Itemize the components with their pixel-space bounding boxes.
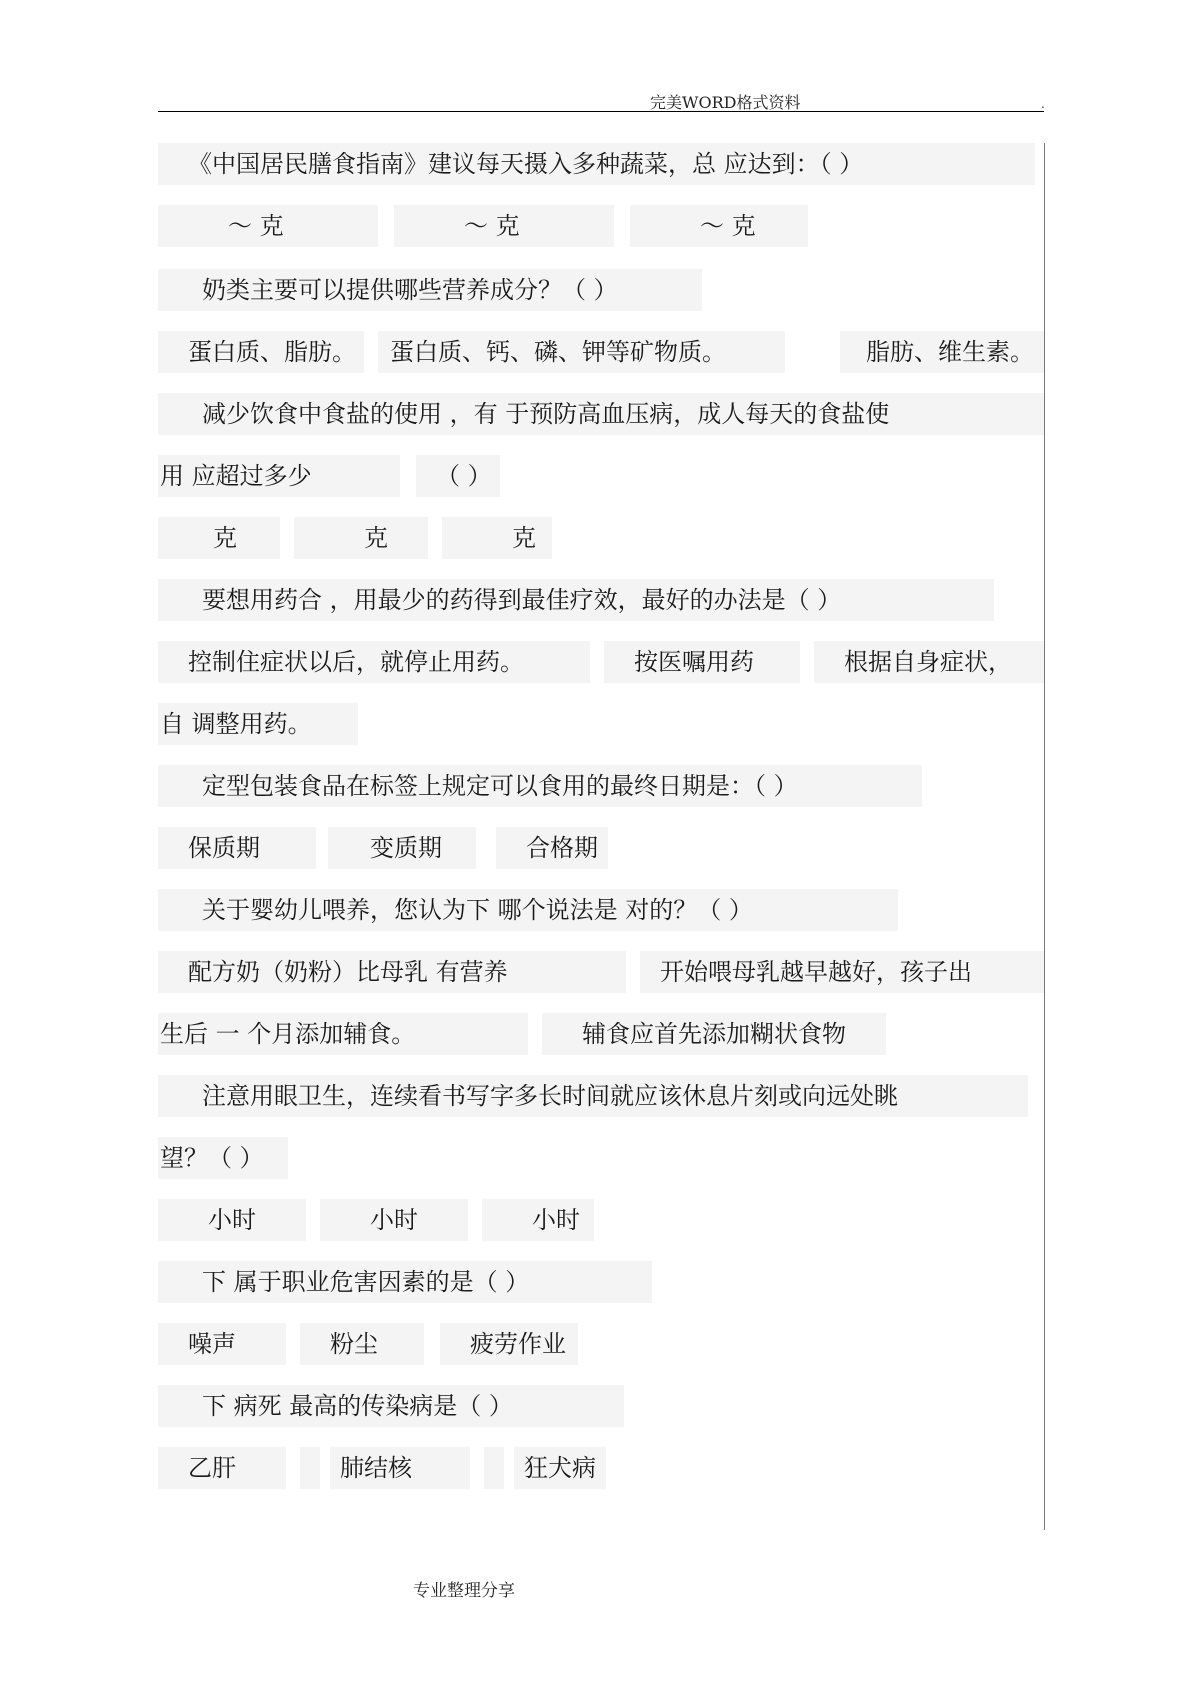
option-c: ～ 克 [630,205,808,247]
question-text: 《中国居民膳食指南》建议每天摄入多种蔬菜，总 应达到：（ ） [158,143,1035,185]
question-text: 定型包装食品在标签上规定可以食用的最终日期是：（ ） [158,765,922,807]
option-a: 保质期 [158,827,316,869]
option-a: ～ 克 [158,205,378,247]
options-row [158,827,1044,869]
header-mark: . [1041,97,1045,111]
question-stem [158,1075,1044,1117]
option-continued [158,1013,1044,1055]
option-a: 蛋白质、脂肪。 [158,331,364,373]
option-c: 合格期 [496,827,608,869]
option-a: 噪声 [158,1323,286,1365]
option-b: 开始喂母乳越早越好，孩子出 [640,951,1044,993]
option-b: 克 [294,517,428,559]
question-text: 关于婴幼儿喂养，您认为下 哪个说法是 对的？（ ） [158,889,898,931]
question-text: 望？（ ） [158,1137,288,1179]
options-row [158,951,1044,993]
options-row [158,205,1044,247]
header-rule [158,111,1044,112]
option-b: 肺结核 [330,1447,470,1489]
option-b: ～ 克 [394,205,614,247]
option-spacer [484,1447,504,1489]
option-a: 控制住症状以后，就停止用药。 [158,641,590,683]
question-stem [158,579,1044,621]
question-text: 用 应超过多少 [158,455,400,497]
question-text: 奶类主要可以提供哪些营养成分？（ ） [158,269,702,311]
question-stem [158,1385,1044,1427]
question-stem [158,1261,1044,1303]
page-header: 完美WORD格式资料 [650,93,801,112]
options-row [158,641,1044,683]
option-c: 疲劳作业 [440,1323,578,1365]
page-footer: 专业整理分享 [413,1581,515,1601]
option-b: 小时 [320,1199,468,1241]
page-right-rule [1044,143,1045,1530]
option-c-continued: 自 调整用药。 [158,703,358,745]
question-stem [158,143,1044,185]
question-text: 下 病死 最高的传染病是（ ） [158,1385,624,1427]
question-stem-continued [158,1137,1044,1179]
option-b: 变质期 [328,827,476,869]
question-stem [158,393,1044,435]
option-b: 按医嘱用药 [604,641,800,683]
option-b-continued: 生后 一 个月添加辅食。 [158,1013,528,1055]
question-stem-continued [158,455,1044,497]
option-continued [158,703,1044,745]
question-text: 下 属于职业危害因素的是（ ） [158,1261,652,1303]
options-row [158,1447,1044,1489]
options-row [158,517,1044,559]
option-c: 脂肪、维生素。 [840,331,1044,373]
options-row [158,1323,1044,1365]
question-text: 减少饮食中食盐的使用 ，有 于预防高血压病，成人每天的食盐使 [158,393,1044,435]
answer-paren: （ ） [416,455,500,497]
question-stem [158,765,1044,807]
option-a: 小时 [158,1199,306,1241]
option-b: 蛋白质、钙、磷、钾等矿物质。 [378,331,785,373]
option-spacer [300,1447,320,1489]
document-body [158,143,1044,1530]
question-text: 注意用眼卫生，连续看书写字多长时间就应该休息片刻或向远处眺 [158,1075,1028,1117]
option-a: 配方奶（奶粉）比母乳 有营养 [158,951,626,993]
question-text: 要想用药合 ，用最少的药得到最佳疗效，最好的办法是（ ） [158,579,994,621]
option-c: 克 [442,517,552,559]
option-b: 粉尘 [300,1323,424,1365]
option-c: 根据自身症状， [814,641,1044,683]
options-row [158,1199,1044,1241]
options-row [158,331,1044,373]
question-stem [158,889,1044,931]
option-c: 小时 [482,1199,594,1241]
option-c: 辅食应首先添加糊状食物 [542,1013,886,1055]
option-a: 乙肝 [158,1447,286,1489]
option-c: 狂犬病 [514,1447,606,1489]
option-a: 克 [158,517,280,559]
question-stem [158,269,1044,311]
